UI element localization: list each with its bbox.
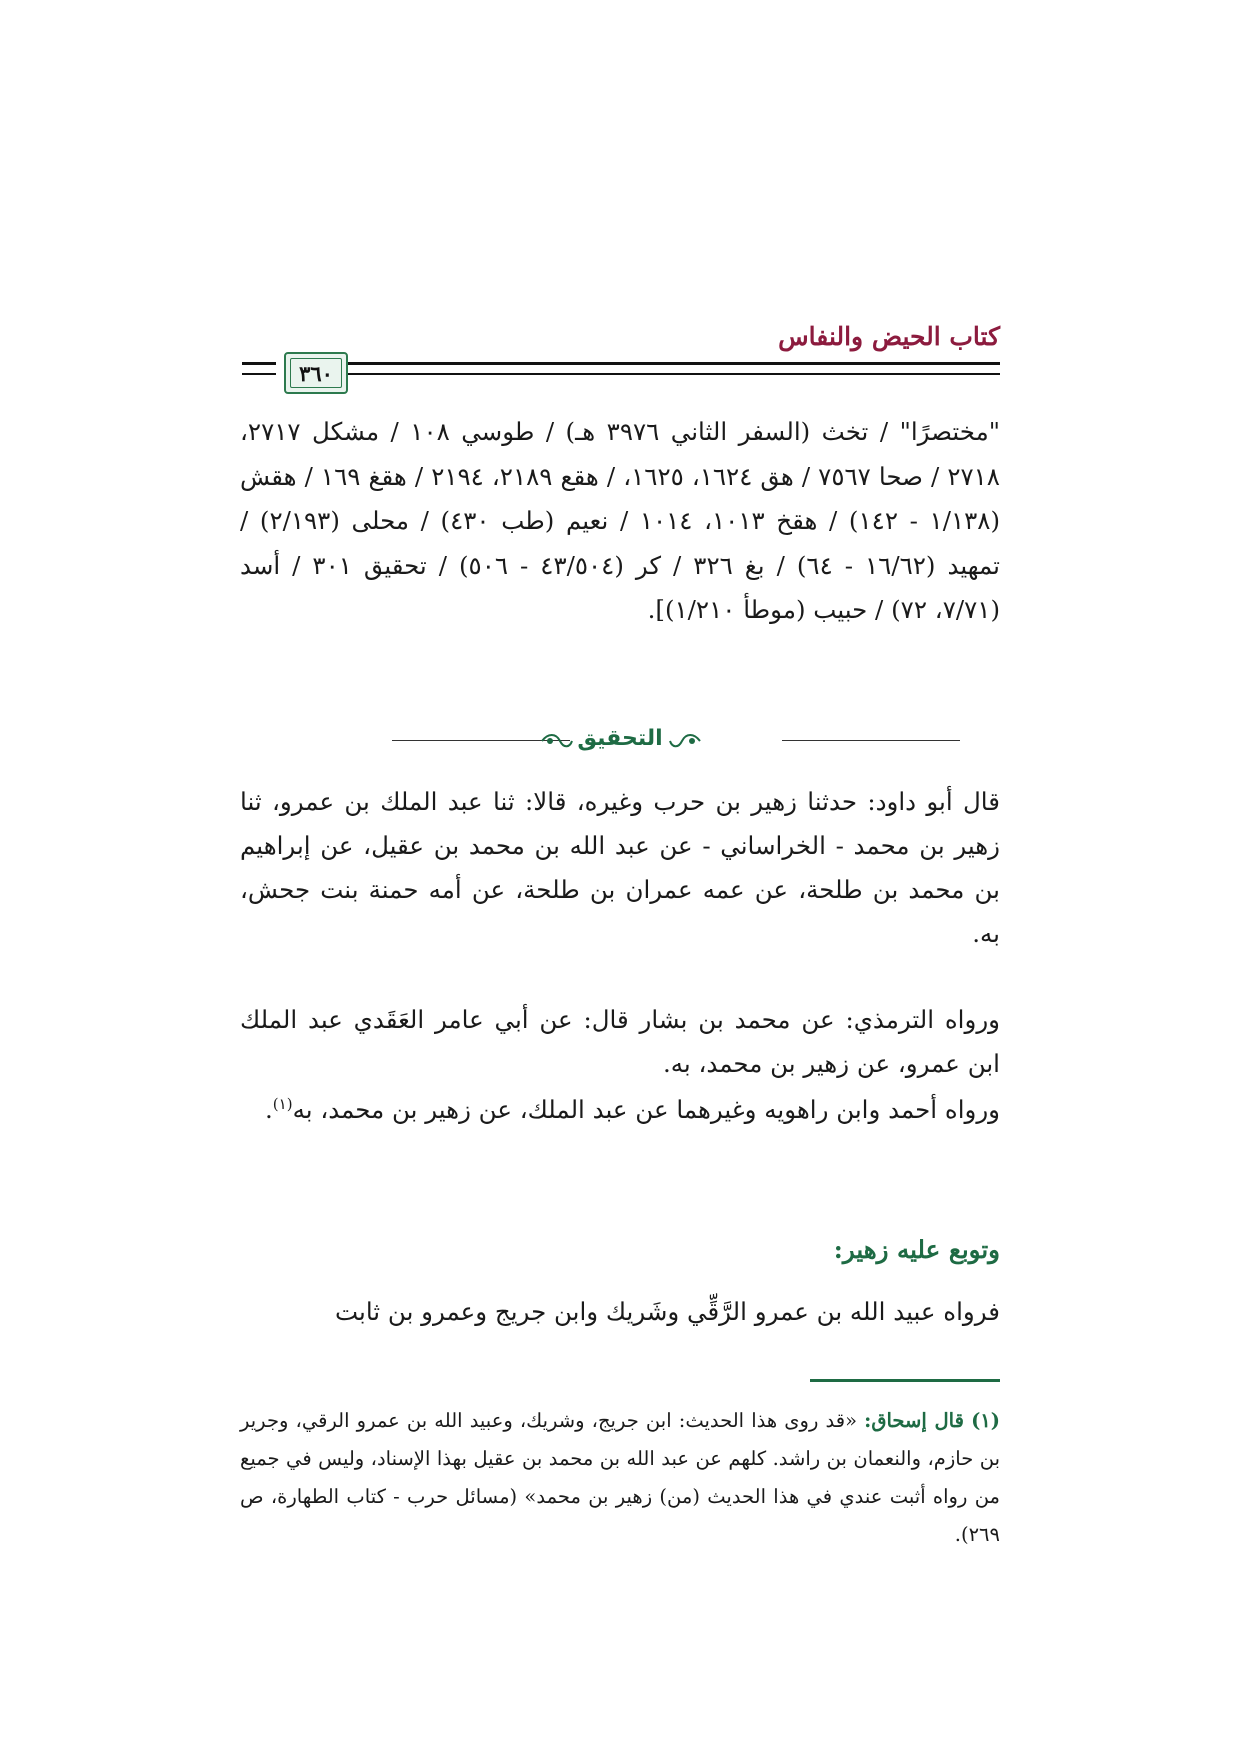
paragraph-text: فرواه عبيد الله بن عمرو الرَّقِّي وشَريك وابن جريج وعمرو بن ثابت [334,1297,1000,1326]
ornament-right-icon [668,731,702,751]
header-rule-top [285,362,1000,365]
page-number-frame [284,352,348,394]
footnote-separator [810,1379,1000,1382]
paragraph-followup [240,1290,1000,1334]
subheading: وتوبع عليه زهير: [833,1235,1000,1264]
sources-text: "مختصرًا" / تخث (السفر الثاني ٣٩٧٦ هـ) / طوسي ١٠٨ / مشكل ٢٧١٧، ٢٧١٨ / صحا ٧٥٦٧ / هق ١٦٢٤، ١٦٢٥، / هقع ٢١٨٩، ٢١٩٤ / هقغ ١٦٩ / هقش (١/١٣٨ - ١٤٢) / هقخ ١٠١٣، ١٠١٤ / نعيم (طب ٤٣٠) / محلى (٢/١٩٣) / تمهيد (١٦/٦٢ - ٦٤) / بغ ٣٢٦ / كر (٤٣/٥٠٤ - ٥٠٦) / تحقيق ٣٠١ / أسد (٧/٧١، ٧٢) / حبيب (موطأ ١/٢١٠)]. [240,417,1001,624]
section-title: التحقيق [577,726,663,751]
footnote-text: «قد روى هذا الحديث: ابن جريج، وشريك، وعبيد الله بن عمرو الرقي، وجرير بن حازم، والنعمان بن راشد. كلهم عن عبد الله بن محمد بن عقيل بهذا الإسناد، وليس في جميع من رواه أثبت عندي في هذا الحديث (من) زهير بن محمد» (مسائل حرب - كتاب الطهارة، ص ٢٦٩). [240,1409,1000,1546]
section-divider [0,726,1240,756]
header-rule-left-top [242,362,276,365]
sources-paragraph [240,410,1000,633]
paragraph-text-wrap: ورواه أحمد وابن راهويه وغيرهما عن عبد الملك، عن زهير بن محمد، به$^{(١)}$. [265,1094,1000,1124]
page-number: ٣٦٠ [299,360,333,386]
paragraph-text: ورواه الترمذي: عن محمد بن بشار قال: عن أبي عامر العَقَدي عبد الملك ابن عمرو، عن زهير بن محمد، به. [240,1005,1000,1078]
paragraph-abu-dawud [240,780,1000,956]
paragraph-tirmidhi [240,998,1000,1086]
footnote [240,1402,1000,1554]
running-header-title: كتاب الحيض والنفاس [778,322,1000,351]
header-rule-bottom [285,373,1000,375]
footnote-reference[interactable]: (١) [272,1094,293,1113]
paragraph-ahmad [240,1088,1000,1132]
paragraph-text: قال أبو داود: حدثنا زهير بن حرب وغيره، قالا: ثنا عبد الملك بن عمرو، ثنا زهير بن محمد - الخراساني - عن عبد الله بن محمد بن عقيل، عن إبراهيم بن محمد بن طلحة، عن عمه عمران بن طلحة، عن أمه حمنة بنت جحش، به. [240,787,1000,948]
paragraph-text: ورواه أحمد وابن راهويه وغيرهما عن عبد الملك، عن زهير بن محمد، به [292,1095,1000,1124]
footnote-label: قال إسحاق: [864,1409,964,1432]
footnote-number: (١) [971,1409,1001,1432]
header-rule-left-bottom [242,373,276,375]
